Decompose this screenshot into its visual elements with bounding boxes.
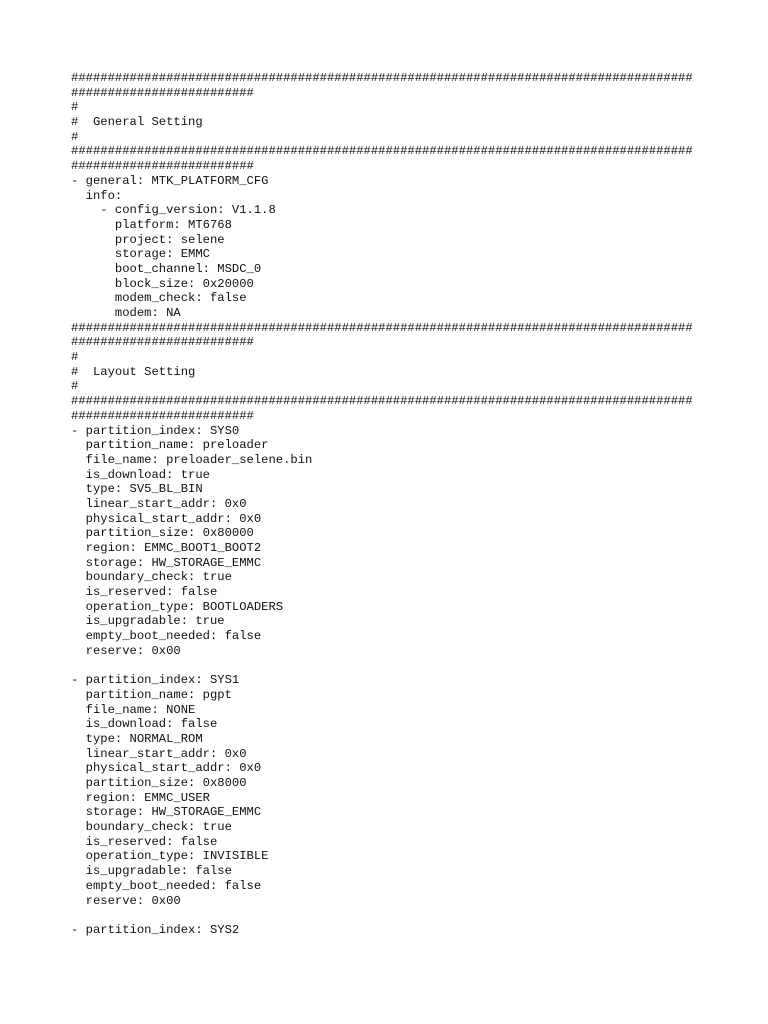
text-line: operation_type: BOOTLOADERS (71, 599, 284, 614)
blank-line (71, 659, 761, 674)
text-line: - partition_index: SYS2 (71, 922, 240, 937)
text-line: partition_size: 0x8000 (71, 776, 247, 790)
text-line: linear_start_addr: 0x0 (71, 496, 247, 511)
text-line: is_upgradable: true (71, 614, 225, 629)
separator-line: ##################################################################################### (71, 320, 693, 335)
text-line: file_name: NONE (71, 702, 196, 717)
comment-line: # (71, 379, 79, 394)
text-line: - config_version: V1.1.8 (71, 203, 276, 218)
text-line: partition_size: 0x80000 (71, 526, 254, 541)
text-line: region: EMMC_BOOT1_BOOT2 (71, 541, 262, 555)
text-line: physical_start_addr: 0x0 (71, 761, 262, 776)
text-line: is_reserved: false (71, 585, 218, 600)
separator-line: ######################### (71, 159, 254, 174)
text-line: project: selene (71, 232, 225, 247)
text-line: - partition_index: SYS1 (71, 673, 240, 688)
text-line: block_size: 0x20000 (71, 276, 254, 291)
text-line: - partition_index: SYS0 (71, 423, 240, 438)
text-line: operation_type: INVISIBLE (71, 849, 269, 864)
text-line: empty_boot_needed: false (71, 629, 262, 644)
text-line: reserve: 0x00 (71, 893, 181, 908)
text-line: physical_start_addr: 0x0 (71, 511, 262, 526)
text-line: storage: HW_STORAGE_EMMC (71, 555, 262, 570)
text-line: partition_name: preloader (71, 438, 269, 453)
text-line: - general: MTK_PLATFORM_CFG (71, 173, 269, 188)
text-line: is_upgradable: false (71, 864, 232, 879)
text-line: type: NORMAL_ROM (71, 731, 203, 746)
text-line: file_name: preloader_selene.bin (71, 452, 313, 467)
separator-line: ##################################################################################### (71, 394, 693, 409)
text-line: storage: HW_STORAGE_EMMC (71, 805, 262, 820)
blank-line (71, 908, 761, 923)
separator-line: ##################################################################################### (71, 71, 693, 85)
text-line: empty_boot_needed: false (71, 878, 262, 893)
text-line: boundary_check: true (71, 820, 232, 835)
text-line: storage: EMMC (71, 247, 210, 262)
separator-line: ######################### (71, 408, 254, 423)
text-line: platform: MT6768 (71, 217, 232, 232)
text-line: info: (71, 188, 123, 203)
text-line: partition_name: pgpt (71, 687, 232, 702)
text-line: modem: NA (71, 306, 181, 320)
separator-line: ######################### (71, 335, 254, 350)
text-line: linear_start_addr: 0x0 (71, 746, 247, 761)
comment-line: # (71, 129, 79, 144)
text-line: is_download: true (71, 467, 210, 482)
separator-line: ##################################################################################### (71, 144, 693, 159)
section-heading: # General Setting (71, 115, 203, 130)
text-line: boot_channel: MSDC_0 (71, 261, 262, 276)
text-line: is_reserved: false (71, 834, 218, 849)
text-line: type: SV5_BL_BIN (71, 482, 203, 497)
text-line: region: EMMC_USER (71, 790, 210, 805)
text-line: boundary_check: true (71, 570, 232, 585)
comment-line: # (71, 100, 79, 115)
text-line: is_download: false (71, 717, 218, 732)
text-line: reserve: 0x00 (71, 643, 181, 658)
separator-line: ######################### (71, 85, 254, 100)
text-line: modem_check: false (71, 291, 247, 306)
section-heading: # Layout Setting (71, 364, 196, 379)
document-page (71, 71, 761, 938)
comment-line: # (71, 350, 79, 365)
